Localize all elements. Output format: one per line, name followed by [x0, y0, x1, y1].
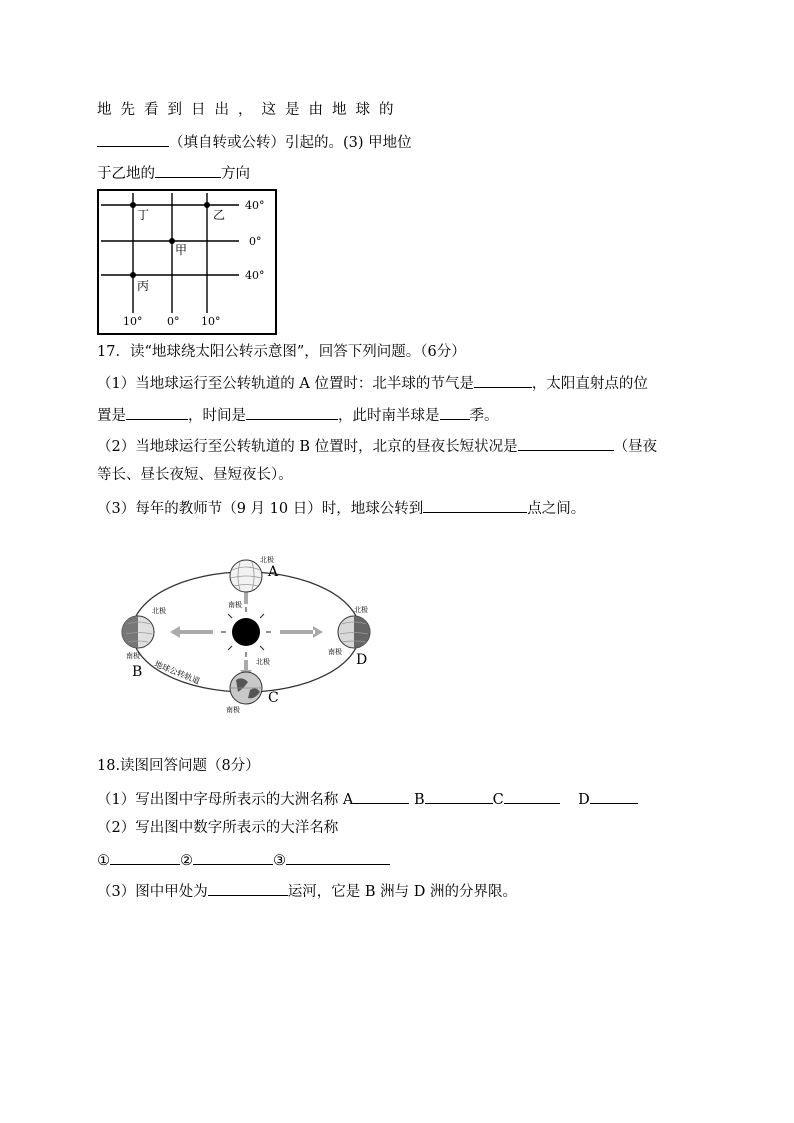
q17-p2-line1 [97, 435, 657, 457]
blank-ocean-3[interactable] [286, 849, 390, 865]
q17-p1-c: 置是 [97, 408, 126, 424]
blank-continent-b[interactable] [425, 788, 493, 804]
lat-label-40s: 40° [245, 269, 265, 282]
earth-a-icon [230, 560, 262, 592]
pos-c-label: C [268, 690, 279, 706]
pos-d-label: D [356, 652, 368, 668]
point-ding [130, 202, 136, 208]
label-bing: 丙 [137, 279, 150, 293]
blank-continent-a[interactable] [353, 788, 409, 804]
q16-hint: （填自转或公转）引起的。 [169, 135, 343, 151]
blank-time[interactable] [246, 404, 338, 420]
q18-label-b: B [413, 792, 425, 808]
q18-num-1: ① [97, 853, 110, 869]
earth-orbit-diagram [118, 552, 380, 714]
q18-num-3: ③ [273, 853, 286, 869]
q18-label-a: A [342, 792, 354, 808]
q16-line3 [97, 162, 250, 184]
blank-day-length[interactable] [518, 435, 614, 451]
orbit-track-label: 地球公转轨道 [153, 659, 202, 686]
earth-d-south-label: 南极 [328, 648, 342, 656]
q18-label-d: D [578, 792, 590, 808]
earth-b-north-label: 北极 [152, 607, 166, 615]
q18-p1-text: （1）写出图中字母所表示的大洲名称 [97, 792, 339, 808]
latlon-grid-figure [97, 189, 277, 335]
earth-a-south-label: 南极 [228, 601, 242, 609]
point-yi [204, 202, 210, 208]
q16-line1: 地先看到日出，这是由地球的 [97, 102, 403, 118]
q18-p2: （2）写出图中数字所表示的大洋名称 [97, 820, 339, 836]
q17-p1-line2 [97, 404, 499, 426]
lat-label-0: 0° [249, 235, 262, 248]
earth-b-south-label: 南极 [126, 652, 140, 660]
blank-rotation[interactable] [97, 131, 169, 147]
q16-line3-a: 于乙地的 [97, 166, 155, 182]
q17-p2-b: （昼夜 [613, 439, 658, 455]
blank-direction[interactable] [155, 162, 221, 178]
blank-orbit-segment[interactable] [423, 497, 527, 513]
label-yi: 乙 [213, 208, 226, 222]
earth-d-icon [338, 616, 370, 648]
q17-p1-d: ，时间是 [188, 408, 246, 424]
earth-c-icon [230, 672, 262, 704]
earth-b-icon [122, 616, 154, 648]
q18-p1 [97, 788, 638, 810]
lon-label-10w: 10° [123, 315, 143, 328]
lon-label-0: 0° [167, 315, 180, 328]
label-jia: 甲 [175, 243, 188, 257]
blank-season[interactable] [440, 404, 470, 420]
q18-p3-b: 运河，它是 B 洲与 D 洲的分界限。 [287, 884, 517, 900]
blank-direct-point[interactable] [126, 404, 188, 420]
q17-p3 [97, 497, 585, 519]
blank-ocean-1[interactable] [110, 849, 180, 865]
q17-p1-line1 [97, 372, 648, 394]
q18-p3-a: （3）图中甲处为 [97, 884, 208, 900]
q16-line2 [97, 131, 412, 153]
q18-oceans [97, 849, 390, 871]
pos-a-label: A [268, 564, 279, 580]
q18-p3 [97, 880, 517, 902]
q17-p3-a: （3）每年的教师节（9 月 10 日）时，地球公转到 [97, 501, 424, 517]
blank-continent-d[interactable] [590, 788, 638, 804]
earth-a-north-label: 北极 [260, 556, 274, 564]
label-ding: 丁 [137, 208, 150, 222]
sun-icon [221, 607, 271, 657]
q18-num-2: ② [180, 853, 193, 869]
q17-title: 17．读“地球绕太阳公转示意图”，回答下列问题。（6分） [97, 344, 466, 360]
pos-b-label: B [132, 664, 143, 680]
q17-p1-e: ，此时南半球是 [338, 408, 440, 424]
lon-label-10e: 10° [201, 315, 221, 328]
q17-p1-b: ，太阳直射点的位 [531, 376, 648, 392]
q18-title: 18.读图回答问题（8分） [97, 758, 260, 774]
blank-canal[interactable] [208, 880, 288, 896]
lat-label-40n: 40° [245, 199, 265, 212]
earth-c-south-label: 南极 [226, 706, 240, 714]
blank-solar-term[interactable] [474, 372, 532, 388]
earth-c-north-label: 北极 [256, 658, 270, 666]
q16-line3-b: 方向 [221, 166, 250, 182]
q17-p1-f: 季。 [469, 408, 499, 424]
arrow-left-icon [170, 626, 213, 638]
arrow-right-icon [280, 626, 323, 638]
q17-p2-line2: 等长、昼长夜短、昼短夜长）。 [97, 467, 293, 483]
earth-d-north-label: 北极 [354, 606, 368, 614]
q18-label-c: C [492, 792, 504, 808]
q16-sub3: (3) 甲地位 [343, 135, 412, 151]
q17-p2-a: （2）当地球运行至公转轨道的 B 位置时，北京的昼夜长短状况是 [97, 439, 518, 455]
point-bing [130, 272, 136, 278]
blank-ocean-2[interactable] [193, 849, 273, 865]
blank-continent-c[interactable] [504, 788, 560, 804]
q17-p1-a: （1）当地球运行至公转轨道的 A 位置时：北半球的节气是 [97, 376, 474, 392]
q17-p3-b: 点之间。 [527, 501, 586, 517]
